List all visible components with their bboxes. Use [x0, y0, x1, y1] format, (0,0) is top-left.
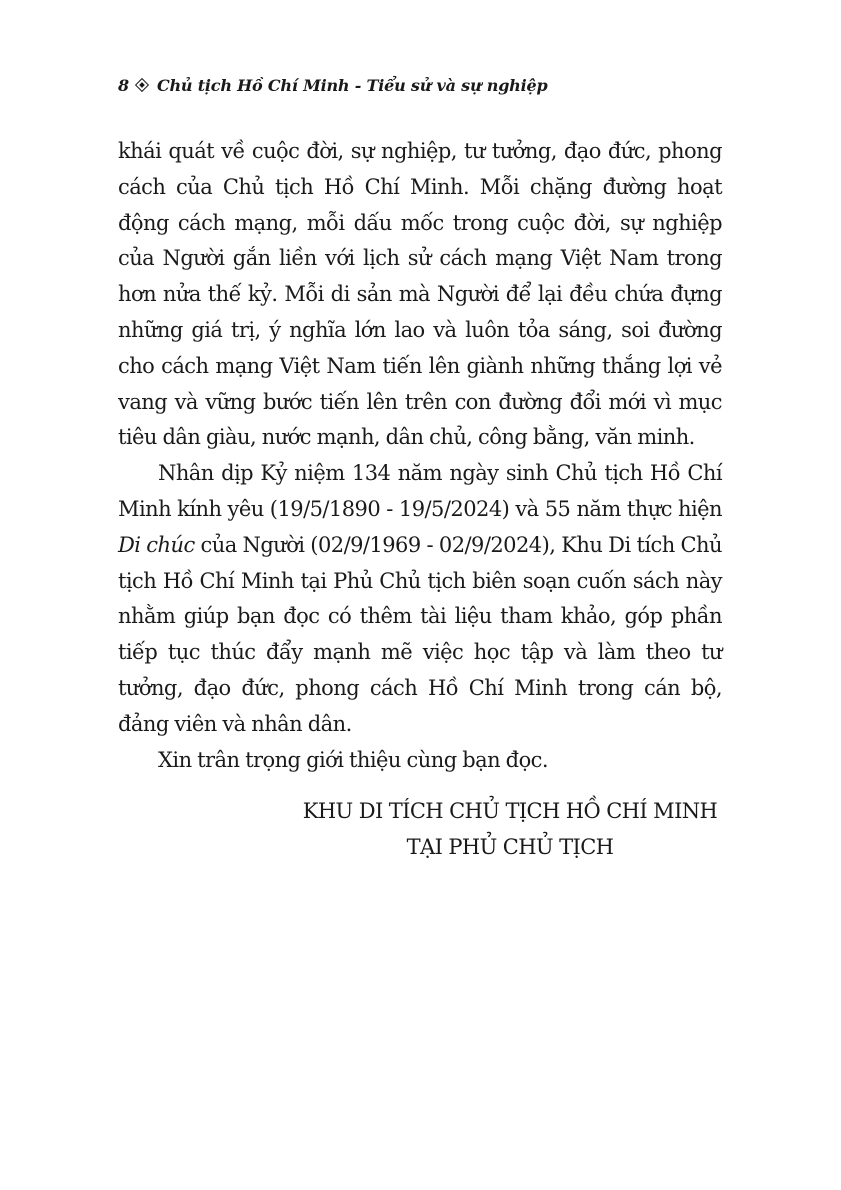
- paragraph-2-end: của Người (02/9/1969 - 02/9/2024), Khu Di tích Chủ tịch Hồ Chí Minh tại Phủ Chủ tịch biên soạn cuốn sách này nhằm giúp bạn đọc có thêm tài liệu tham khảo, góp phần tiếp tục thúc đẩy mạnh mẽ việc học tập và làm theo tư tưởng, đạo đức, phong cách Hồ Chí Minh trong cán bộ, đảng viên và nhân dân.: [118, 532, 722, 736]
- page-number: 8: [118, 76, 129, 95]
- diamond-bullet-icon: [135, 78, 149, 92]
- signature-block: [290, 794, 730, 866]
- paragraph-2-italic-title: Di chúc: [118, 532, 195, 557]
- paragraph-3: Xin trân trọng giới thiệu cùng bạn đọc.: [158, 747, 548, 772]
- body-text: [118, 134, 722, 778]
- paragraph-2-start: Nhân dịp Kỷ niệm 134 năm ngày sinh Chủ tịch Hồ Chí Minh kính yêu (19/5/1890 - 19/5/2024) và 55 năm thực hiện: [118, 461, 722, 521]
- running-header: [118, 76, 547, 95]
- running-header-title: Chủ tịch Hồ Chí Minh - Tiểu sử và sự nghiệp: [156, 76, 548, 95]
- signature-line-2: TẠI PHỦ CHỦ TỊCH: [406, 834, 614, 859]
- paragraph-1: khái quát về cuộc đời, sự nghiệp, tư tưởng, đạo đức, phong cách của Chủ tịch Hồ Chí Minh. Mỗi chặng đường hoạt động cách mạng, mỗi dấu mốc trong cuộc đời, sự nghiệp của Người gắn liền với lịch sử cách mạng Việt Nam trong hơn nửa thế kỷ. Mỗi di sản mà Người để lại đều chứa đựng những giá trị, ý nghĩa lớn lao và luôn tỏa sáng, soi đường cho cách mạng Việt Nam tiến lên giành những thắng lợi vẻ vang và vững bước tiến lên trên con đường đổi mới vì mục tiêu dân giàu, nước mạnh, dân chủ, công bằng, văn minh.: [118, 139, 722, 450]
- paragraph-2: [118, 456, 722, 742]
- signature-line-1: KHU DI TÍCH CHỦ TỊCH HỒ CHÍ MINH: [302, 799, 718, 823]
